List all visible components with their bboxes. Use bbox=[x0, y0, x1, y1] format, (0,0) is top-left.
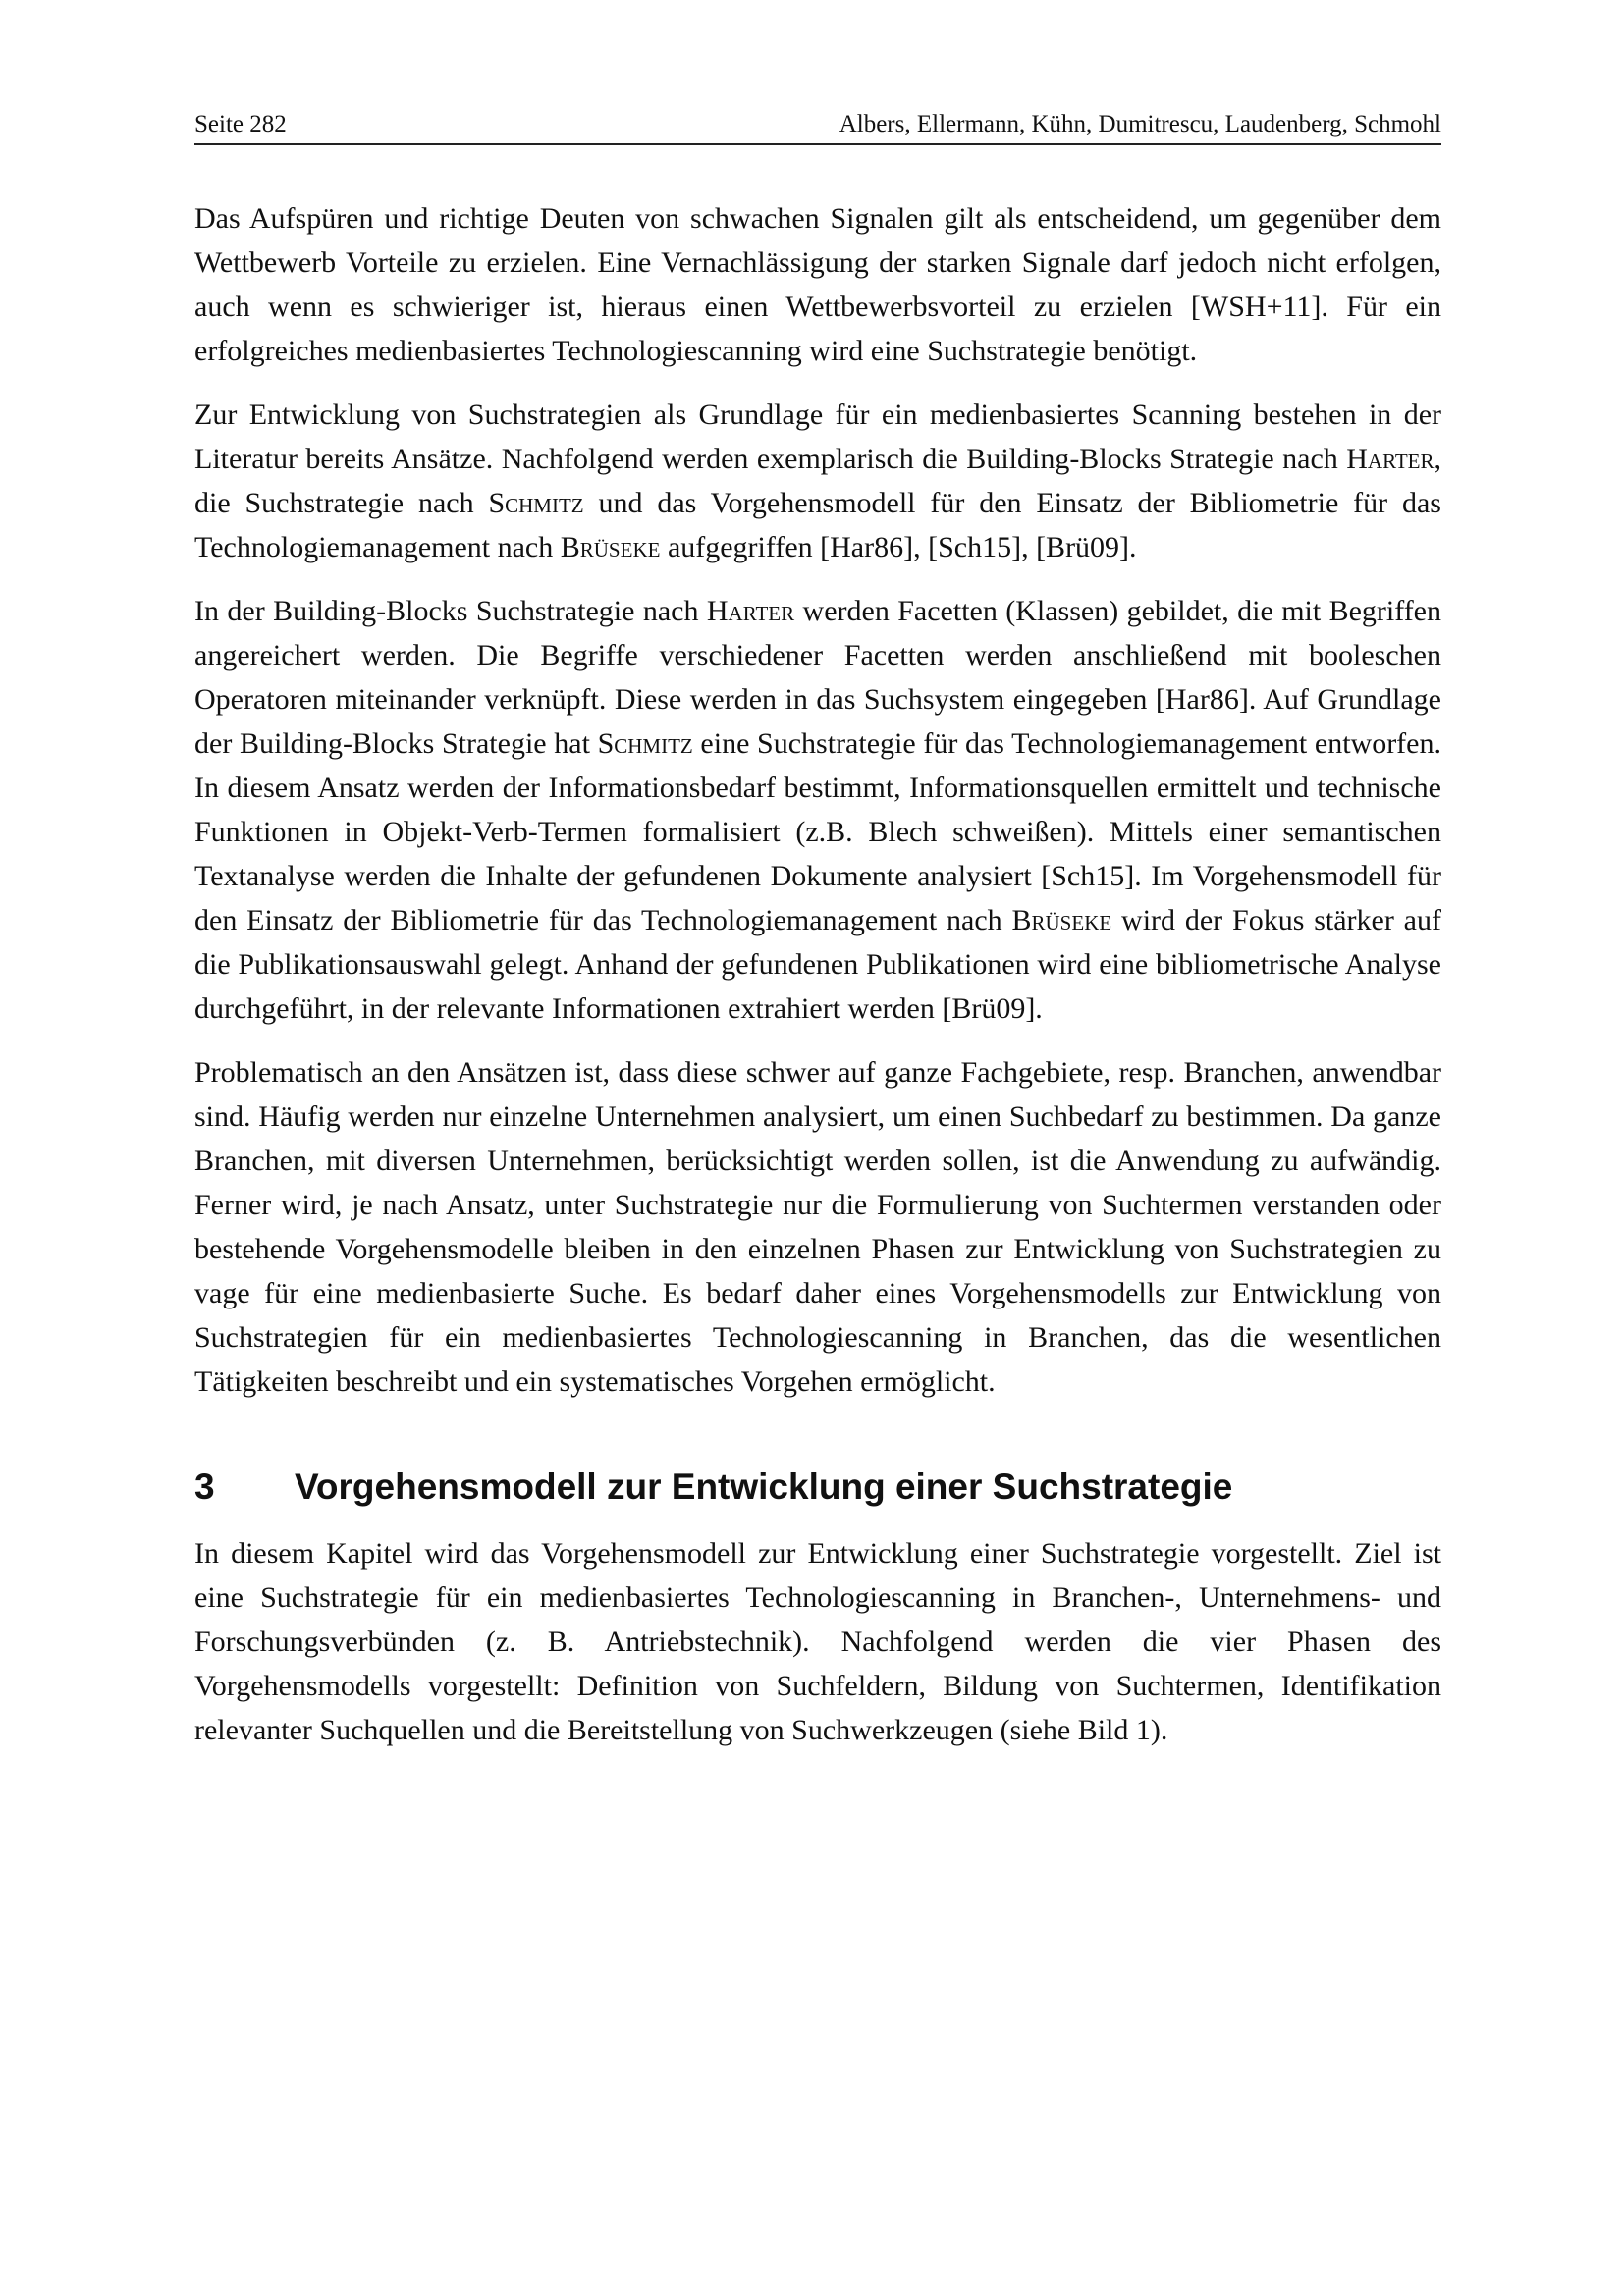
section-title: Vorgehensmodell zur Entwicklung einer Suchstrategie bbox=[295, 1467, 1233, 1507]
paragraph-text: wird der Fokus stärker auf die Publikationsauswahl gelegt. Anhand der gefundenen Publikationen wird eine bibliometrische Analyse durchgeführt, in der relevante Informationen extrahiert werden [Brü09]. bbox=[194, 904, 1441, 1025]
paragraph-problem-statement: Problematisch an den Ansätzen ist, dass diese schwer auf ganze Fachgebiete, resp. Branchen, anwendbar sind. Häufig werden nur einzelne Unternehmen analysiert, um einen Suchbedarf zu bestimmen. Da ganze Branchen, mit diversen Unternehmen, berücksichtigt werden sollen, ist die Anwendung zu aufwändig. Ferner wird, je nach Ansatz, unter Suchstrategie nur die Formulierung von Suchtermen verstanden oder bestehende Vorgehensmodelle bleiben in den einzelnen Phasen zur Entwicklung von Suchstrategien zu vage für eine medienbasierte Suche. Es bedarf daher eines Vorgehensmodells zur Entwicklung von Suchstrategien für ein medienbasiertes Technologiescanning in Branchen, das die wesentlichen Tätigkeiten beschreibt und ein systematisches Vorgehen ermöglicht. bbox=[194, 1056, 1441, 1398]
running-header bbox=[194, 110, 1441, 145]
section-heading bbox=[194, 1465, 1441, 1510]
paragraph-text: und das Vorgehensmodell für den Einsatz der Bibliometrie für das Technologiemanagement nach bbox=[194, 487, 1441, 563]
author-name-schmitz: Schmitz bbox=[597, 727, 693, 760]
section-number: 3 bbox=[194, 1467, 215, 1507]
paragraph-building-blocks bbox=[194, 589, 1441, 1031]
paragraph-section-intro: In diesem Kapitel wird das Vorgehensmodell zur Entwicklung einer Suchstrategie vorgestellt. Ziel ist eine Suchstrategie für ein medienbasiertes Technologiescanning in Branchen-, Unternehmens- und Forschungsverbünden (z. B. Antriebstechnik). Nachfolgend werden die vier Phasen des Vorgehensmodells vorgestellt: Definition von Suchfeldern, Bildung von Suchtermen, Identifikation relevanter Suchquellen und die Bereitstellung von Suchwerkzeugen (siehe Bild 1). bbox=[194, 1537, 1441, 1746]
author-name-brueseke: Brüseke bbox=[560, 531, 661, 563]
page-number: Seite 282 bbox=[194, 111, 287, 137]
paragraph-existing-approaches bbox=[194, 393, 1441, 569]
author-name-brueseke: Brüseke bbox=[1011, 904, 1112, 936]
body-text bbox=[194, 196, 1441, 1772]
paragraph-text: Zur Entwicklung von Suchstrategien als Grundlage für ein medienbasiertes Scanning bestehen in der Literatur bereits Ansätze. Nachfolgend werden exemplarisch die Building-Blocks Strategie nach bbox=[194, 399, 1441, 475]
paragraph-text: , die Suchstrategie nach bbox=[194, 443, 1441, 519]
paragraph-text: werden Facetten (Klassen) gebildet, die mit Begriffen angereichert werden. Die Begriffe verschiedener Facetten werden anschließend mit booleschen Operatoren miteinander verknüpft. Diese werden in das Suchsystem eingegeben [Har86]. Auf Grundlage der Building-Blocks Strategie hat bbox=[194, 595, 1441, 760]
author-name-harter: Harter bbox=[1346, 443, 1435, 475]
author-name-harter: Harter bbox=[706, 595, 795, 627]
paragraph-text: eine Suchstrategie für das Technologiemanagement entworfen. In diesem Ansatz werden der Informationsbedarf bestimmt, Informationsquellen ermittelt und technische Funktionen in Objekt-Verb-Termen formalisiert (z.B. Blech schweißen). Mittels einer semantischen Textanalyse werden die Inhalte der gefundenen Dokumente analysiert [Sch15]. Im Vorgehensmodell für den Einsatz der Bibliometrie für das Technologiemanagement nach bbox=[194, 727, 1441, 936]
author-list: Albers, Ellermann, Kühn, Dumitrescu, Laudenberg, Schmohl bbox=[839, 111, 1441, 137]
paragraph-text: aufgegriffen [Har86], [Sch15], [Brü09]. bbox=[660, 531, 1137, 563]
paragraph-text: In der Building-Blocks Suchstrategie nach bbox=[194, 595, 707, 627]
paragraph-weak-signals: Das Aufspüren und richtige Deuten von schwachen Signalen gilt als entscheidend, um gegenüber dem Wettbewerb Vorteile zu erzielen. Eine Vernachlässigung der starken Signale darf jedoch nicht erfolgen, auch wenn es schwieriger ist, hieraus einen Wettbewerbsvorteil zu erzielen [WSH+11]. Für ein erfolgreiches medienbasiertes Technologiescanning wird eine Suchstrategie benötigt. bbox=[194, 202, 1441, 367]
author-name-schmitz: Schmitz bbox=[488, 487, 584, 519]
